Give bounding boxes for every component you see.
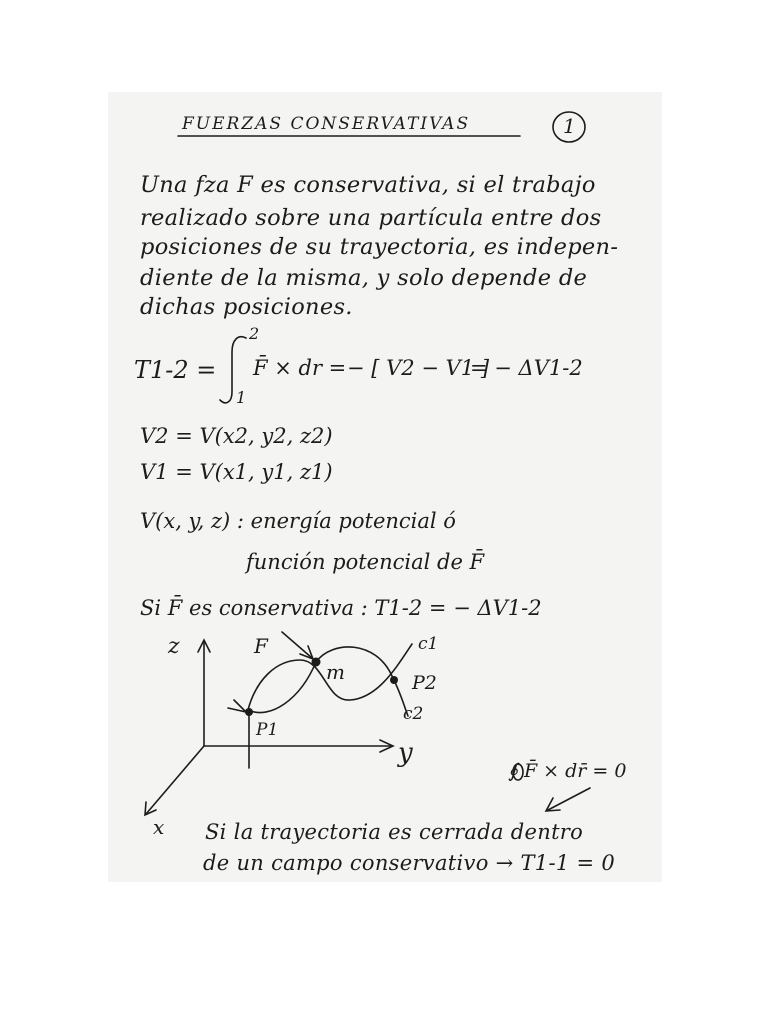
page-number [551, 112, 585, 146]
v1-definition: V1 = V(x1, y1, z1) [140, 460, 333, 484]
v-generic-line-2: función potencial de F̄ [246, 550, 485, 574]
axis-x-label: x [153, 815, 165, 839]
footer-line-1: Si la trayectoria es cerrada dentro [205, 820, 584, 844]
point-p1-label: P1 [256, 720, 279, 740]
definition-line-4: diente de la misma, y solo depende de [140, 265, 588, 291]
definition-line-1: Una fza F es conservativa, si el trabajo [140, 172, 596, 198]
point-p2-label: P2 [412, 672, 437, 694]
v2-definition: V2 = V(x2, y2, z2) [140, 424, 333, 448]
v-generic-line-1: V(x, y, z) : energía potencial ó [140, 509, 456, 533]
footer-line-2: de un campo conservativo → T1-1 = 0 [203, 851, 616, 875]
conservative-conclusion: Si F̄ es conservativa : T1-2 = − ΔV1-2 [140, 596, 542, 620]
work-rhs: = − ΔV1-2 [470, 356, 583, 380]
page-number-text: 1 [563, 114, 576, 138]
mass-label: m [326, 660, 345, 684]
definition-line-5: dichas posiciones. [140, 294, 353, 320]
axis-y-label: y [398, 738, 413, 768]
curve-c2-label: c2 [403, 704, 424, 724]
page-title: FUERZAS CONSERVATIVAS [182, 114, 471, 134]
integral-upper-limit: 2 [249, 324, 260, 343]
closed-integral-equation: ∮ F̄ × dr̄ = 0 [508, 760, 627, 782]
work-lhs: T1-2 = [134, 356, 217, 384]
work-middle: − [ V2 − V1 ] [347, 356, 490, 380]
definition-line-2: realizado sobre una partícula entre dos [140, 205, 602, 231]
axis-z-label: z [168, 634, 180, 659]
integrand: F̄ × dr = [253, 356, 347, 380]
force-label: F [254, 634, 268, 658]
curve-c1-label: c1 [418, 634, 439, 654]
integral-lower-limit: 1 [236, 388, 247, 407]
definition-line-3: posiciones de su trayectoria, es indepen- [140, 234, 619, 260]
